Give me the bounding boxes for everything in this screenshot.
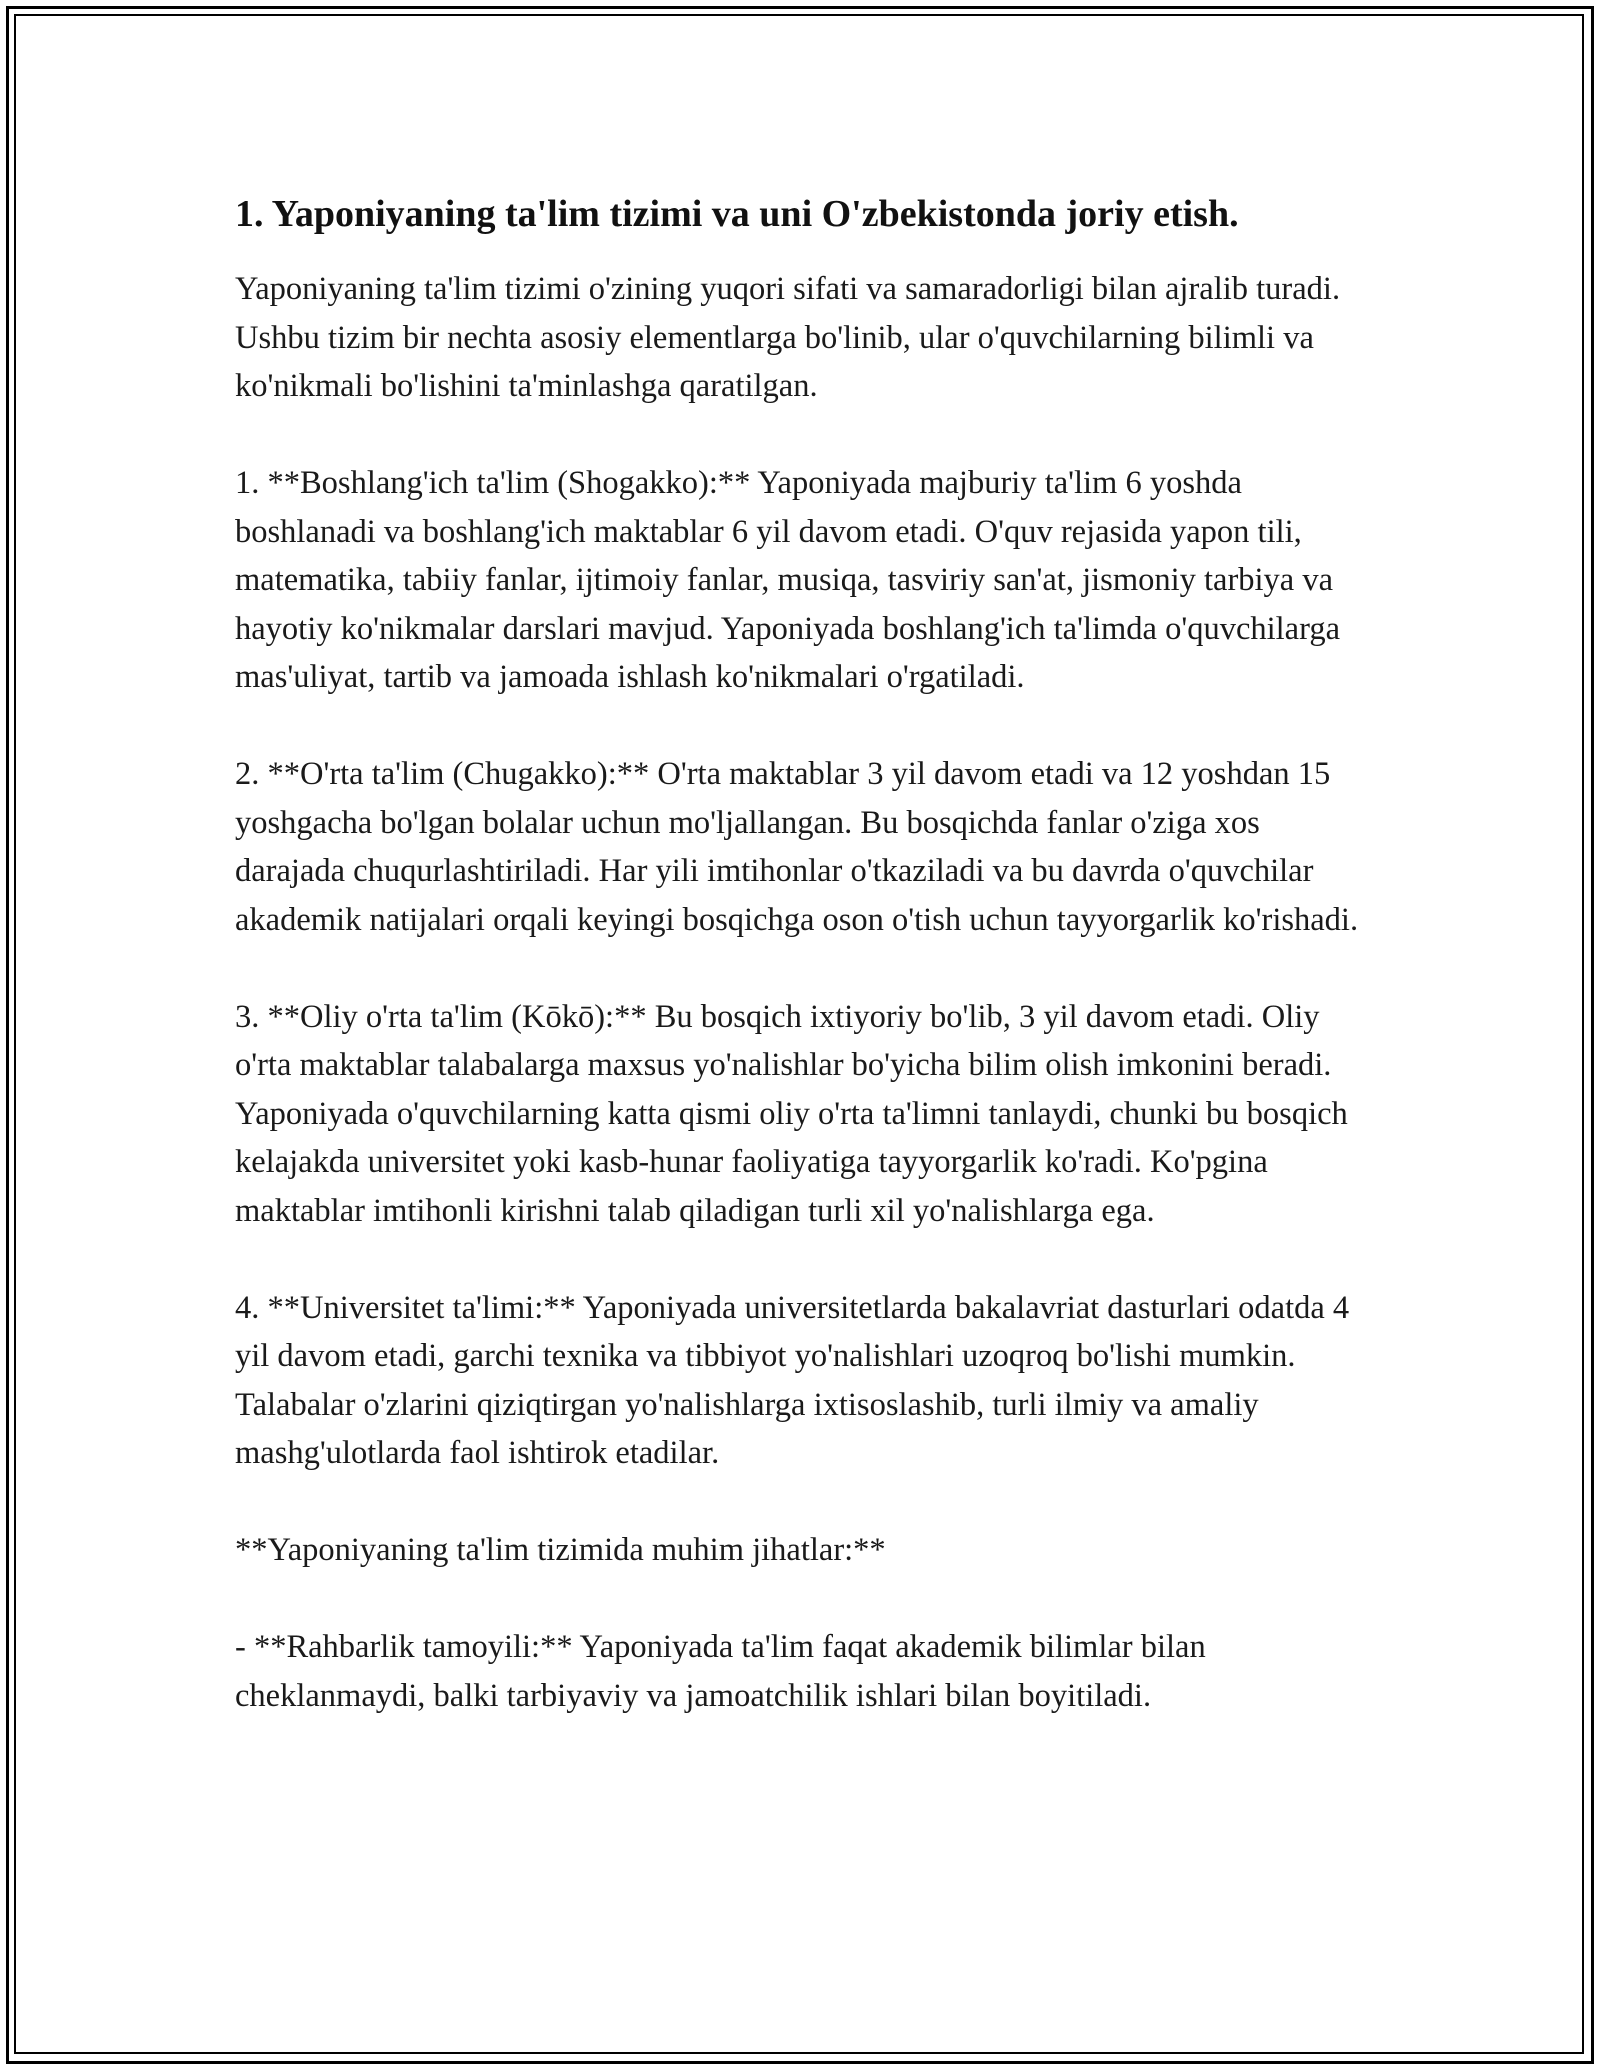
document-title: 1. Yaponiyaning ta'lim tizimi va uni O'zbekistonda joriy etish. [235, 193, 1239, 235]
document-body [235, 185, 1375, 1720]
paragraph-high-school-education: 3. **Oliy o'rta ta'lim (Kōkō):** Bu bosqich ixtiyoriy bo'lib, 3 yil davom etadi. Oliy o'rta maktablar talabalarga maxsus yo'nalishlar bo'yicha bilim olish imkonini beradi. Yaponiyada o'quvchilarning katta qismi oliy o'rta ta'limni tanlaydi, chunki bu bosqich kelajakda universitet yoki kasb-hunar faoliyatiga tayyorgarlik ko'radi. Ko'pgina maktablar imtihonli kirishni talab qiladigan turli xil yo'nalishlarga ega. [235, 998, 1348, 1229]
paragraph-leadership-principle: - **Rahbarlik tamoyili:** Yaponiyada ta'lim faqat akademik bilimlar bilan cheklanmaydi, balki tarbiyaviy va jamoatchilik ishlari bilan boyitiladi. [235, 1629, 1206, 1714]
paragraph-intro: Yaponiyaning ta'lim tizimi o'zining yuqori sifati va samaradorligi bilan ajralib turadi. Ushbu tizim bir nechta asosiy elementlarga bo'linib, ular o'quvchilarning bilimli va ko'nikmali bo'lishini ta'minlashga qaratilgan. [235, 271, 1341, 404]
paragraph-primary-education: 1. **Boshlang'ich ta'lim (Shogakko):** Yaponiyada majburiy ta'lim 6 yoshda boshlanadi va boshlang'ich maktablar 6 yil davom etadi. O'quv rejasida yapon tili, matematika, tabiiy fanlar, ijtimoiy fanlar, musiqa, tasviriy san'at, jismoniy tarbiya va hayotiy ko'nikmalar darslari mavjud. Yaponiyada boshlang'ich ta'limda o'quvchilarga mas'uliyat, tartib va jamoada ishlash ko'nikmalari o'rgatiladi. [235, 465, 1341, 695]
paragraph-key-aspects-heading: **Yaponiyaning ta'lim tizimida muhim jihatlar:** [235, 1532, 886, 1568]
paragraph-university-education: 4. **Universitet ta'limi:** Yaponiyada universitetlarda bakalavriat dasturlari odatda 4 yil davom etadi, garchi texnika va tibbiyot yo'nalishlari uzoqroq bo'lishi mumkin. Talabalar o'zlarini qiziqtirgan yo'nalishlarga ixtisoslashib, turli ilmiy va amaliy mashg'ulotlarda faol ishtirok etadilar. [235, 1289, 1350, 1471]
paragraph-middle-education: 2. **O'rta ta'lim (Chugakko):** O'rta maktablar 3 yil davom etadi va 12 yoshdan 15 yoshgacha bo'lgan bolalar uchun mo'ljallangan. Bu bosqichda fanlar o'ziga xos darajada chuqurlashtiriladi. Har yili imtihonlar o'tkaziladi va bu davrda o'quvchilar akademik natijalari orqali keyingi bosqichga oson o'tish uchun tayyorgarlik ko'rishadi. [235, 756, 1359, 938]
